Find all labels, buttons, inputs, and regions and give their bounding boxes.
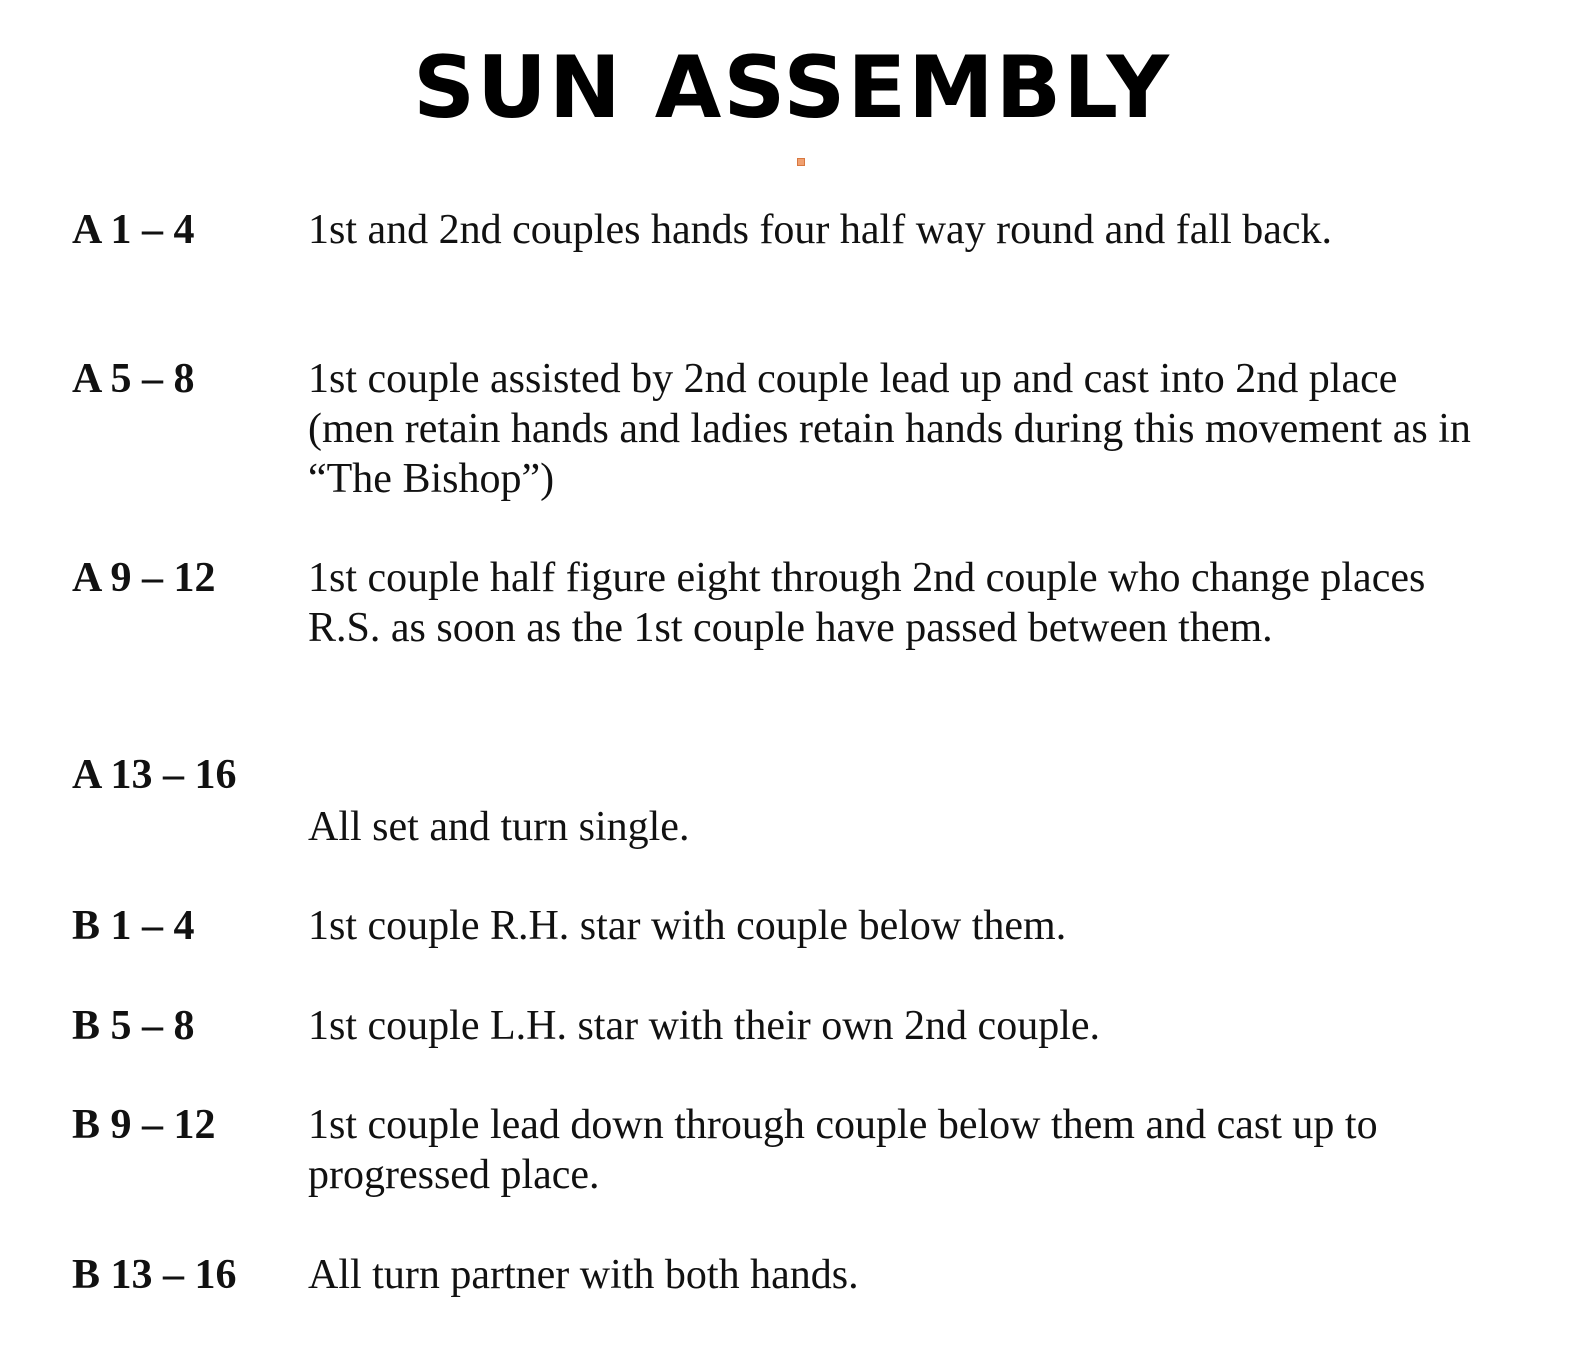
figure-description: All set and turn single. — [308, 804, 690, 850]
figure-bars-label: B 1 – 4 — [72, 903, 195, 949]
anchor-marker — [797, 158, 805, 166]
figure-description: All turn partner with both hands. — [308, 1252, 859, 1298]
figure-bars-label: B 13 – 16 — [72, 1252, 237, 1298]
figure-bars-label: A 5 – 8 — [72, 356, 195, 402]
figure-description: 1st and 2nd couples hands four half way round and fall back. — [308, 207, 1333, 253]
figure-bars-label: B 5 – 8 — [72, 1003, 195, 1049]
figure-description: 1st couple L.H. star with their own 2nd couple. — [308, 1003, 1101, 1049]
page-title: SUN ASSEMBLY — [413, 38, 1171, 138]
figure-description: 1st couple half figure eight through 2nd couple who change places R.S. as soon as the 1st couple have passed between them. — [308, 555, 1426, 651]
figure-bars-label: A 9 – 12 — [72, 555, 216, 601]
figure-bars-label: B 9 – 12 — [72, 1102, 216, 1148]
figure-description: 1st couple assisted by 2nd couple lead up and cast into 2nd place (men retain hands and ladies retain hands during this movement as in “The Bishop”) — [308, 356, 1471, 502]
figure-description: 1st couple R.H. star with couple below them. — [308, 903, 1067, 949]
figure-bars-label: A 13 – 16 — [72, 752, 237, 798]
figure-description: 1st couple lead down through couple below them and cast up to progressed place. — [308, 1102, 1378, 1198]
figure-bars-label: A 1 – 4 — [72, 207, 195, 253]
